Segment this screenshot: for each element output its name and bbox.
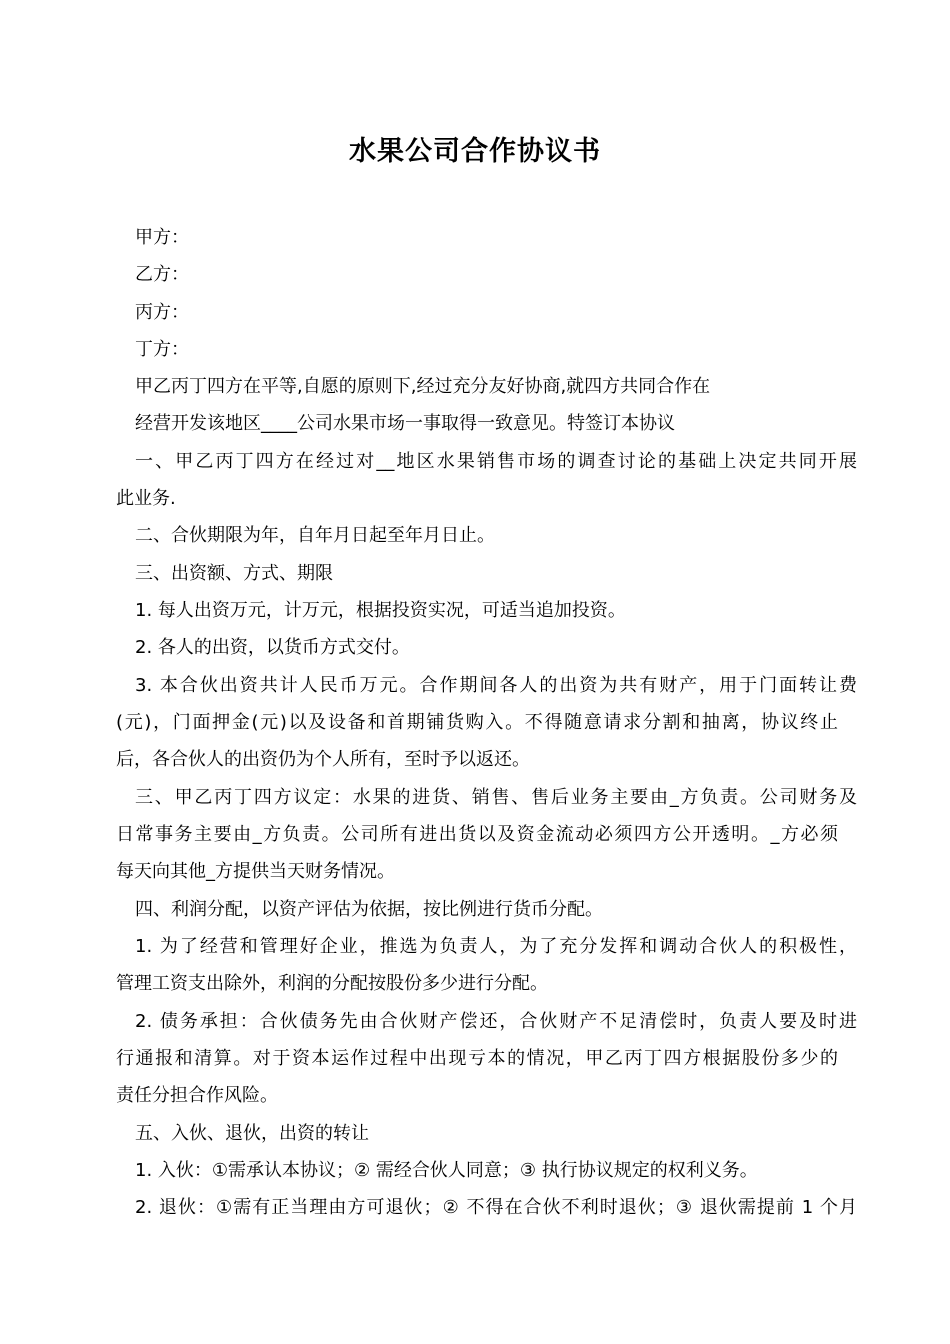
clause-line: 后，各合伙人的出资仍为个人所有，至时予以返还。 <box>116 749 530 770</box>
clause-line: 2. 各人的出资，以货币方式交付。 <box>135 637 410 658</box>
section-heading: 三、出资额、方式、期限 <box>135 563 333 584</box>
document-title: 水果公司合作协议书 <box>349 136 601 167</box>
section-heading: 四、利润分配，以资产评估为依据，按比例进行货币分配。 <box>135 899 603 920</box>
clause-line: 此业务. <box>116 488 176 509</box>
party-a-line: 甲方： <box>135 227 189 248</box>
clause-line: 行通报和清算。对于资本运作过程中出现亏本的情况，甲乙丙丁四方根据股份多少的 <box>116 1048 838 1069</box>
party-c-line: 丙方： <box>135 302 189 323</box>
clause-line: 每天向其他_方提供当天财务情况。 <box>116 861 395 882</box>
clause-line: 2. 债务承担：合伙债务先由合伙财产偿还，合伙财产不足清偿时，负责人要及时进 <box>135 1011 857 1032</box>
party-b-line: 乙方： <box>135 264 189 285</box>
clause-line: 日常事务主要由_方负责。公司所有进出货以及资金流动必须四方公开透明。_方必须 <box>116 824 838 845</box>
clause-line: (元)，门面押金(元)以及设备和首期铺货购入。不得随意请求分割和抽离，协议终止 <box>116 712 838 733</box>
clause-line: 3. 本合伙出资共计人民币万元。合作期间各人的出资为共有财产，用于门面转让费 <box>135 675 857 696</box>
clause-line: 二、合伙期限为年，自年月日起至年月日止。 <box>135 525 495 546</box>
party-d-line: 丁方： <box>135 339 189 360</box>
intro-line: 甲乙丙丁四方在平等,自愿的原则下,经过充分友好协商,就四方共同合作在 <box>135 376 711 397</box>
clause-line: 1. 每人出资万元，计万元，根据投资实况，可适当追加投资。 <box>135 600 626 621</box>
clause-line: 责任分担合作风险。 <box>116 1085 278 1106</box>
clause-line: 2. 退伙：①需有正当理由方可退伙；② 不得在合伙不利时退伙；③ 退伙需提前 1 个月 <box>135 1197 857 1218</box>
intro-line: 经营开发该地区____公司水果市场一事取得一致意见。特签订本协议 <box>135 413 675 434</box>
section-heading: 五、入伙、退伙，出资的转让 <box>135 1123 369 1144</box>
clause-line: 1. 为了经营和管理好企业，推选为负责人，为了充分发挥和调动合伙人的积极性， <box>135 936 857 957</box>
clause-line: 1. 入伙：①需承认本协议；② 需经合伙人同意；③ 执行协议规定的权利义务。 <box>135 1160 758 1181</box>
clause-line: 管理工资支出除外，利润的分配按股份多少进行分配。 <box>116 973 548 994</box>
clause-line: 一、甲乙丙丁四方在经过对__地区水果销售市场的调查讨论的基础上决定共同开展 <box>135 451 857 472</box>
clause-line: 三、甲乙丙丁四方议定：水果的进货、销售、售后业务主要由_方负责。公司财务及 <box>135 787 857 808</box>
